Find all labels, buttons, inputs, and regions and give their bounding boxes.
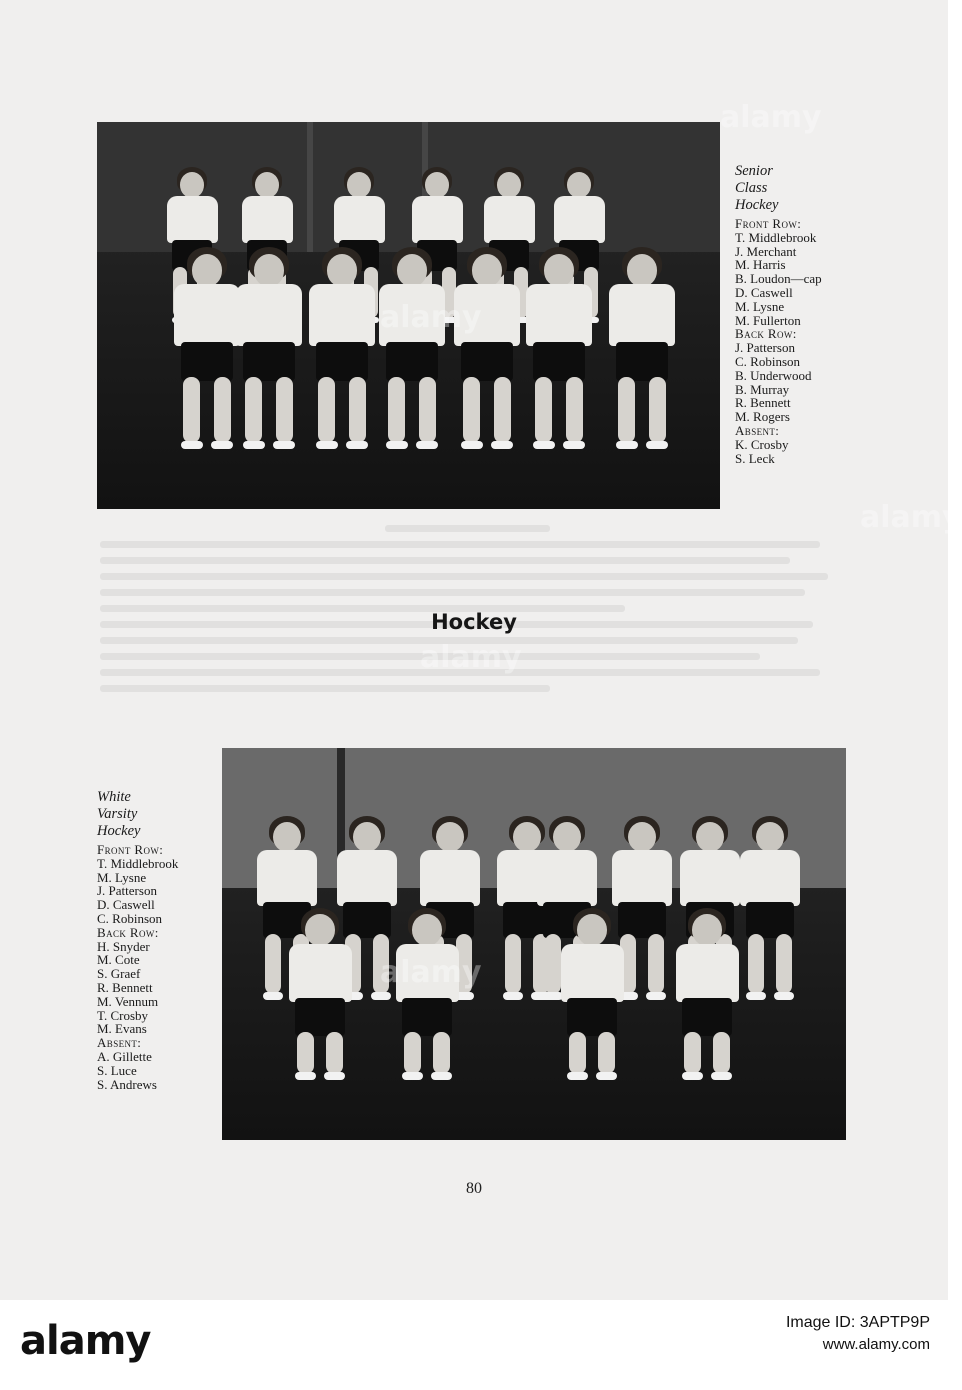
page-number: 80 — [466, 1180, 482, 1197]
watermark: alamy — [420, 640, 522, 675]
back-row-label: Back Row: — [735, 326, 797, 342]
roster-name: H. Snyder — [97, 938, 150, 954]
bleed-through-text — [100, 525, 850, 745]
roster-name: M. Lysne — [735, 298, 785, 314]
caption-title: Varsity — [97, 806, 138, 822]
roster-name: S. Andrews — [97, 1076, 157, 1092]
caption-title: White — [97, 789, 131, 805]
team-member-figure — [289, 908, 352, 1118]
roster-name: C. Robinson — [97, 910, 163, 926]
roster-name: A. Gillette — [97, 1048, 152, 1064]
team-member-figure — [454, 247, 520, 467]
team-member-figure — [309, 247, 375, 467]
caption-title: Class — [735, 180, 768, 196]
team-member-figure — [561, 908, 624, 1118]
front-row-label: Front Row: — [97, 842, 164, 857]
watermark: alamy — [380, 300, 482, 335]
front-row-label: Front Row: — [735, 216, 802, 231]
roster-name: M. Evans — [97, 1021, 147, 1037]
team-member-figure — [236, 247, 302, 467]
roster-name: T. Middlebrook — [735, 229, 817, 245]
roster-name: J. Patterson — [735, 340, 795, 356]
roster-name: M. Fullerton — [735, 312, 801, 328]
absent-label: Absent: — [97, 1035, 142, 1051]
watermark: alamy — [380, 955, 482, 990]
roster-name: B. Loudon—cap — [735, 271, 822, 287]
roster-name: M. Cote — [97, 952, 140, 968]
roster-name: M. Harris — [735, 257, 786, 273]
team-member-figure — [740, 816, 800, 1016]
team-member-figure — [379, 247, 445, 467]
roster-name: D. Caswell — [97, 897, 155, 913]
roster-name: S. Luce — [97, 1062, 137, 1078]
caption-title: Hockey — [97, 823, 141, 839]
roster-name: J. Merchant — [735, 243, 797, 259]
back-row-label: Back Row: — [97, 924, 159, 940]
roster-name: S. Graef — [97, 966, 141, 982]
caption-title: Hockey — [735, 197, 779, 213]
roster-name: M. Lysne — [97, 869, 147, 885]
roster-name: M. Rogers — [735, 409, 790, 425]
white-varsity-caption — [97, 789, 178, 1091]
roster-name: S. Leck — [735, 450, 775, 466]
team-member-figure — [396, 908, 459, 1118]
team-member-figure — [609, 247, 675, 467]
roster-name: T. Crosby — [97, 1007, 149, 1023]
roster-name: T. Middlebrook — [97, 855, 179, 871]
image-id — [786, 1314, 930, 1353]
page-heading: Hockey — [431, 610, 517, 634]
caption-title: Senior — [735, 163, 773, 179]
alamy-logo: alamy — [20, 1318, 151, 1364]
stock-footer — [0, 1300, 948, 1390]
team-member-figure — [174, 247, 240, 467]
white-varsity-hockey-photo — [222, 748, 846, 1140]
roster-name: R. Bennett — [735, 395, 791, 411]
site-url: www.alamy.com — [822, 1336, 930, 1353]
roster-name: K. Crosby — [735, 436, 789, 452]
image-id-label: Image ID: 3APTP9P — [785, 1314, 930, 1331]
senior-class-caption — [735, 163, 822, 465]
watermark: alamy — [860, 500, 962, 535]
absent-label: Absent: — [735, 422, 780, 438]
team-member-figure — [526, 247, 592, 467]
roster-name: M. Vennum — [97, 993, 159, 1009]
watermark: alamy — [720, 100, 822, 135]
roster-name: B. Underwood — [735, 367, 812, 383]
roster-name: B. Murray — [735, 381, 790, 397]
roster-name: R. Bennett — [97, 979, 153, 995]
roster-name: J. Patterson — [97, 883, 157, 899]
roster-name: C. Robinson — [735, 353, 801, 369]
team-member-figure — [676, 908, 739, 1118]
roster-name: D. Caswell — [735, 284, 793, 300]
